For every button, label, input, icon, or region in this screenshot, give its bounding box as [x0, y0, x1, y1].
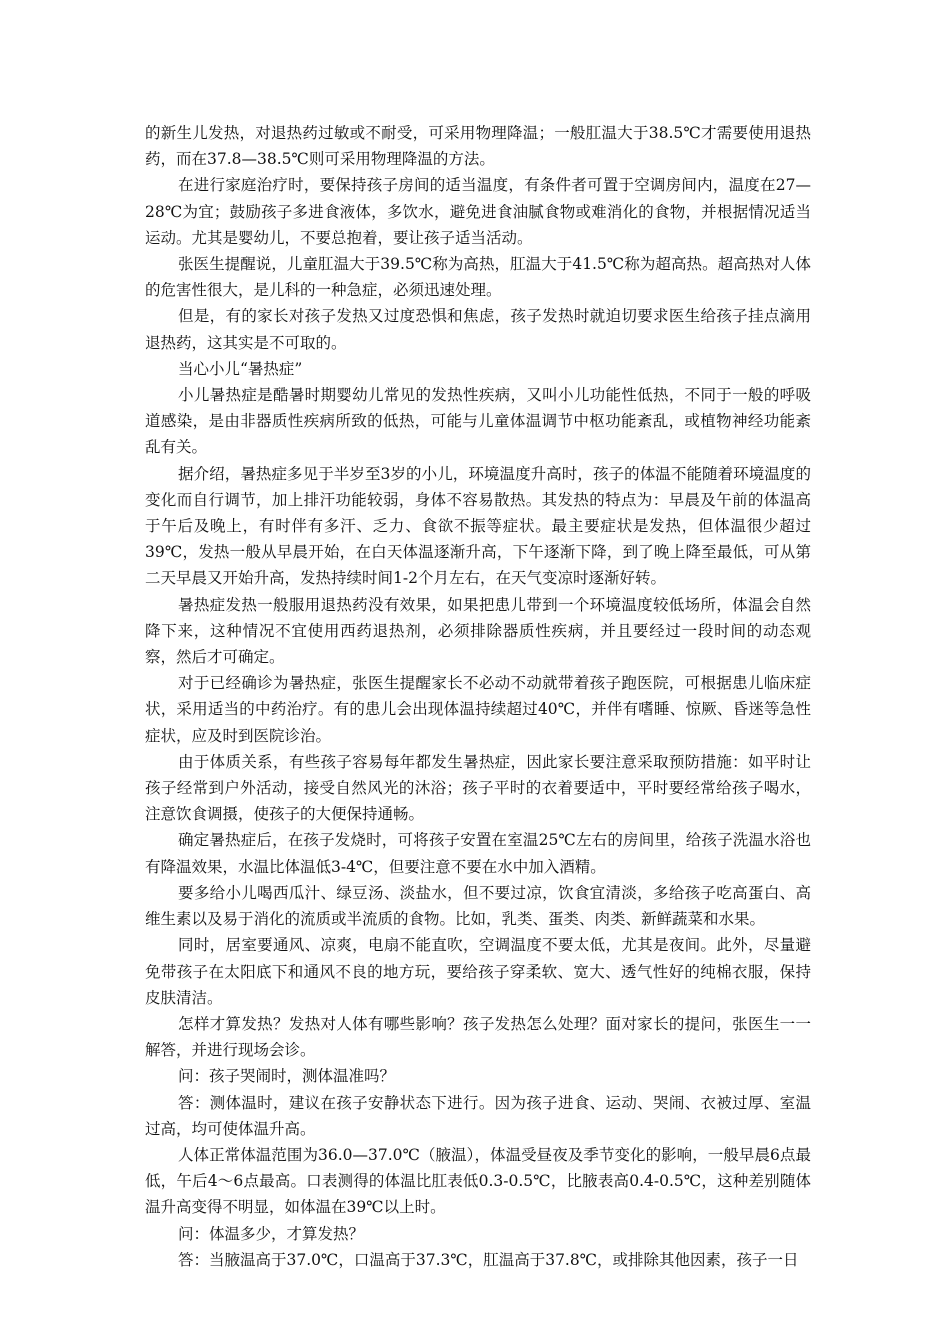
answer: 答：当腋温高于37.0℃，口温高于37.3℃，肛温高于37.8℃，或排除其他因素，孩子一日: [178, 1250, 799, 1269]
paragraph: 暑热症发热一般服用退热药没有效果，如果把患儿带到一个环境温度较低场所，体温会自然降下来，这种情况不宜使用西药退热剂，必须排除器质性疾病，并且要经过一段时间的动态观察，然后才可确定。: [145, 595, 811, 667]
paragraph: 张医生提醒说，儿童肛温大于39.5℃称为高热，肛温大于41.5℃称为超高热。超高热对人体的危害性很大，是儿科的一种急症，必须迅速处理。: [145, 255, 811, 300]
paragraph: 要多给小儿喝西瓜汁、绿豆汤、淡盐水，但不要过凉，饮食宜清淡，多给孩子吃高蛋白、高维生素以及易于消化的流质或半流质的食物。比如，乳类、蛋类、肉类、新鲜蔬菜和水果。: [145, 883, 811, 929]
paragraph: 人体正常体温范围为36.0—37.0℃（腋温），体温受昼夜及季节变化的影响，一般早晨6点最低，午后4～6点最高。口表测得的体温比肛表低0.3-0.5℃，比腋表高0.4-0.5℃，这种差别随体温升高变得不明显，如体温在39℃以上时。: [145, 1145, 811, 1217]
paragraph: 同时，居室要通风、凉爽，电扇不能直吹，空调温度不要太低，尤其是夜间。此外，尽量避免带孩子在太阳底下和通风不良的地方玩，要给孩子穿柔软、宽大、透气性好的纯棉衣服，保持皮肤清洁。: [145, 936, 811, 1007]
paragraph: 但是，有的家长对孩子发热又过度恐惧和焦虑，孩子发热时就迫切要求医生给孩子挂点滴用退热药，这其实是不可取的。: [145, 307, 811, 352]
paragraph: 的新生儿发热，对退热药过敏或不耐受，可采用物理降温；一般肛温大于38.5℃才需要使用退热药，而在37.8—38.5℃则可采用物理降温的方法。: [145, 124, 811, 169]
question: 问：体温多少，才算发热？: [178, 1224, 365, 1243]
section-heading: 当心小儿“暑热症”: [178, 359, 303, 378]
paragraph: 小儿暑热症是酷暑时期婴幼儿常见的发热性疾病，又叫小儿功能性低热，不同于一般的呼吸道感染，是由非器质性疾病所致的低热，可能与儿童体温调节中枢功能紊乱，或植物神经功能紊乱有关。: [145, 386, 811, 457]
paragraph: 怎样才算发热？发热对人体有哪些影响？孩子发热怎么处理？面对家长的提问，张医生一一解答，并进行现场会诊。: [145, 1014, 811, 1060]
paragraph: 在进行家庭治疗时，要保持孩子房间的适当温度，有条件者可置于空调房间内，温度在27—28℃为宜；鼓励孩子多进食液体，多饮水，避免进食油腻食物或难消化的食物，并根据情况适当运动。尤其是婴幼儿，不要总抱着，要让孩子适当活动。: [145, 176, 811, 247]
paragraph: 确定暑热症后，在孩子发烧时，可将孩子安置在室温25℃左右的房间里，给孩子洗温水浴也有降温效果，水温比体温低3-4℃，但要注意不要在水中加入酒精。: [145, 831, 811, 876]
paragraph: 由于体质关系，有些孩子容易每年都发生暑热症，因此家长要注意采取预防措施：如平时让孩子经常到户外活动，接受自然风光的沐浴；孩子平时的衣着要适中，平时要经常给孩子喝水，注意饮食调摄，使孩子的大便保持通畅。: [145, 752, 811, 824]
answer: 答：测体温时，建议在孩子安静状态下进行。因为孩子进食、运动、哭闹、衣被过厚、室温过高，均可使体温升高。: [145, 1093, 811, 1138]
paragraph: 对于已经确诊为暑热症，张医生提醒家长不必动不动就带着孩子跑医院，可根据患儿临床症状，采用适当的中药治疗。有的患儿会出现体温持续超过40℃，并伴有嗜睡、惊厥、昏迷等急性症状，应及时到医院诊治。: [145, 674, 811, 745]
document-page: [145, 120, 811, 1273]
question: 问：孩子哭闹时，测体温准吗？: [178, 1067, 396, 1086]
paragraph: 据介绍，暑热症多见于半岁至3岁的小儿，环境温度升高时，孩子的体温不能随着环境温度的变化而自行调节，加上排汗功能较弱，身体不容易散热。其发热的特点为：早晨及午前的体温高于午后及晚上，有时伴有多汗、乏力、食欲不振等症状。最主要症状是发热，但体温很少超过39℃，发热一般从早晨开始，在白天体温逐渐升高，下午逐渐下降，到了晚上降至最低，可从第二天早晨又开始升高，发热持续时间1-2个月左右，在天气变凉时逐渐好转。: [145, 464, 811, 588]
